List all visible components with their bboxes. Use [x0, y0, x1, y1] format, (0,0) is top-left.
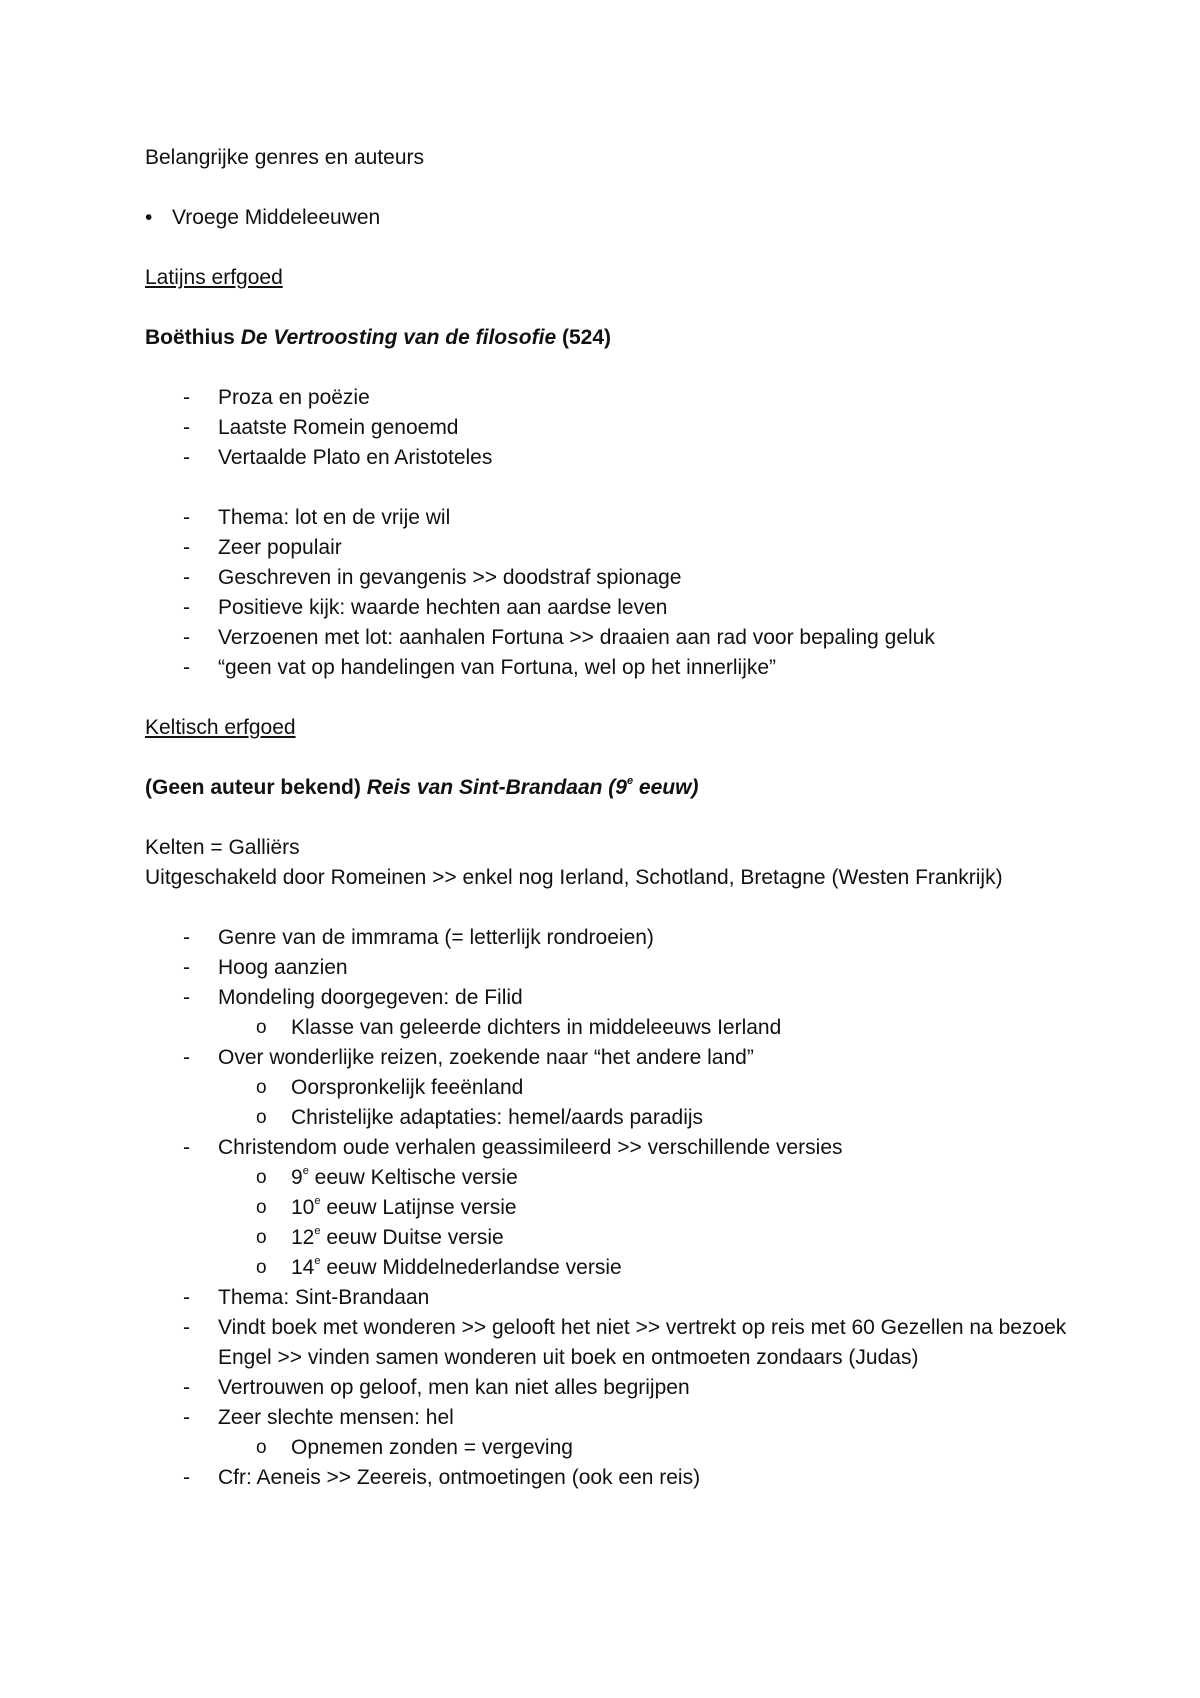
section-heading-celtic: Keltisch erfgoed — [145, 716, 296, 739]
work-author: (Geen auteur bekend) — [145, 776, 361, 799]
list-latin-a — [145, 383, 1105, 473]
sub-list-item: o 14e eeuw Middelnederlandse versie — [256, 1255, 622, 1279]
list-item: - “geen vat op handelingen van Fortuna, wel op het innerlijke” — [183, 656, 777, 679]
bullet-item — [145, 203, 1105, 233]
sub-list-item: o Christelijke adaptaties: hemel/aards paradijs — [256, 1106, 704, 1129]
list-item: - Thema: lot en de vrije wil — [183, 506, 451, 529]
sub-list-item: o Oorspronkelijk feeënland — [256, 1076, 524, 1099]
sub-list-item: o Opnemen zonden = vergeving — [256, 1436, 573, 1459]
document-page — [145, 143, 1105, 1493]
list-item: - Hoog aanzien — [183, 956, 348, 979]
work-author: Boëthius — [145, 326, 235, 349]
list-item: - Over wonderlijke reizen, zoekende naar “het andere land” — [183, 1046, 754, 1069]
list-item: - Vindt boek met wonderen >> gelooft het niet >> vertrekt op reis met 60 Gezellen na bezoek Engel >> vinden samen wonderen uit boek en ontmoeten zondaars (Judas) — [183, 1316, 1067, 1369]
bullet-mark: • — [145, 206, 153, 229]
section-heading-latin: Latijns erfgoed — [145, 266, 283, 289]
list-item: - Genre van de immrama (= letterlijk rondroeien) — [183, 926, 654, 949]
list-item: - Zeer populair — [183, 536, 342, 559]
work-title: De Vertroosting van de filosofie — [240, 326, 557, 349]
list-item: - Geschreven in gevangenis >> doodstraf spionage — [183, 566, 682, 589]
list-item: - Vertrouwen op geloof, men kan niet alles begrijpen — [183, 1376, 690, 1399]
work-title: Reis van Sint-Brandaan (9e eeuw) — [366, 775, 699, 799]
work-line-brandaan — [145, 773, 1105, 803]
list-item: - Zeer slechte mensen: hel — [183, 1406, 454, 1429]
list-item: - Verzoenen met lot: aanhalen Fortuna >> draaien aan rad voor bepaling geluk — [183, 626, 935, 649]
list-latin-b — [145, 503, 1105, 683]
list-item: - Christendom oude verhalen geassimileerd >> verschillende versies — [183, 1136, 843, 1159]
list-item: - Mondeling doorgegeven: de Filid — [183, 986, 523, 1009]
sub-list-item: o 10e eeuw Latijnse versie — [256, 1195, 517, 1219]
list-item: - Cfr: Aeneis >> Zeereis, ontmoetingen (ook een reis) — [183, 1466, 701, 1489]
document-title: Belangrijke genres en auteurs — [145, 146, 425, 169]
list-item: - Vertaalde Plato en Aristoteles — [183, 446, 493, 469]
sub-list-item: o Klasse van geleerde dichters in middeleeuws Ierland — [256, 1016, 782, 1039]
sub-list-item: o 9e eeuw Keltische versie — [256, 1165, 518, 1189]
work-year: (524) — [561, 326, 612, 349]
bullet-text: Vroege Middeleeuwen — [172, 206, 381, 229]
work-line-boethius — [145, 323, 1105, 353]
intro-line: Uitgeschakeld door Romeinen >> enkel nog Ierland, Schotland, Bretagne (Westen Frankrijk) — [145, 866, 1003, 889]
intro-line: Kelten = Galliërs — [145, 836, 300, 859]
sub-list-item: o 12e eeuw Duitse versie — [256, 1225, 504, 1249]
list-item: - Laatste Romein genoemd — [183, 416, 459, 439]
list-item: - Positieve kijk: waarde hechten aan aardse leven — [183, 596, 668, 619]
list-celtic — [145, 923, 1105, 1493]
list-item: - Thema: Sint-Brandaan — [183, 1286, 430, 1309]
list-item: - Proza en poëzie — [183, 386, 370, 409]
